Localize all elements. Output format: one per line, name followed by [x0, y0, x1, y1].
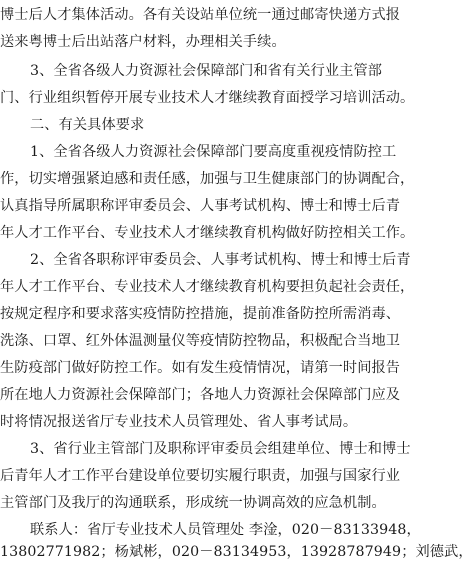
body-line: 所在地人力资源社会保障部门；各地人力资源社会保障部门应及	[0, 387, 401, 403]
body-line: 年人才工作平台、专业技术人才继续教育机构要担负起社会责任，	[0, 279, 415, 295]
body-line: 后青年人才工作平台建设单位要切实履行职责，加强与国家行业	[0, 468, 401, 484]
body-line: 时将情况报送省厅专业技术人员管理处、省人事考试局。	[0, 414, 358, 430]
body-line: 年人才工作平台、专业技术人才继续教育机构做好防控相关工作。	[0, 225, 415, 241]
body-line: 2、全省各职称评审委员会、人事考试机构、博士和博士后青	[30, 252, 411, 268]
section-heading: 二、有关具体要求	[30, 117, 145, 133]
body-line: 博士后人才集体活动。各有关设站单位统一通过邮寄快递方式报	[0, 7, 401, 23]
body-line: 认真指导所属职称评审委员会、人事考试机构、博士和博士后青	[0, 198, 401, 214]
body-line: 送来粤博士后出站落户材料，办理相关手续。	[0, 34, 286, 50]
body-line: 3、全省各级人力资源社会保障部门和省有关行业主管部	[30, 63, 383, 79]
body-line: 门、行业组织暂停开展专业技术人才继续教育面授学习培训活动。	[0, 90, 415, 106]
body-line: 1、全省各级人力资源社会保障部门要高度重视疫情防控工	[30, 144, 397, 160]
contact-line: 13802771982；杨斌彬，020－83134953，13928787949；刘德武，	[0, 544, 473, 560]
body-line: 3、省行业主管部门及职称评审委员会组建单位、博士和博士	[30, 441, 411, 457]
contact-line: 联系人：省厅专业技术人员管理处 李淦，020－83133948，	[30, 522, 421, 538]
body-line: 生防疫部门做好防控工作。如有发生疫情情况，请第一时间报告	[0, 360, 401, 376]
body-line: 洗涤、口罩、红外体温测量仪等疫情防控物品，积极配合当地卫	[0, 333, 401, 349]
body-line: 按规定程序和要求落实疫情防控措施，提前准备防控所需消毒、	[0, 306, 401, 322]
body-line: 作，切实增强紧迫感和责任感，加强与卫生健康部门的协调配合，	[0, 171, 415, 187]
body-line: 主管部门及我厅的沟通联系，形成统一协调高效的应急机制。	[0, 495, 386, 511]
